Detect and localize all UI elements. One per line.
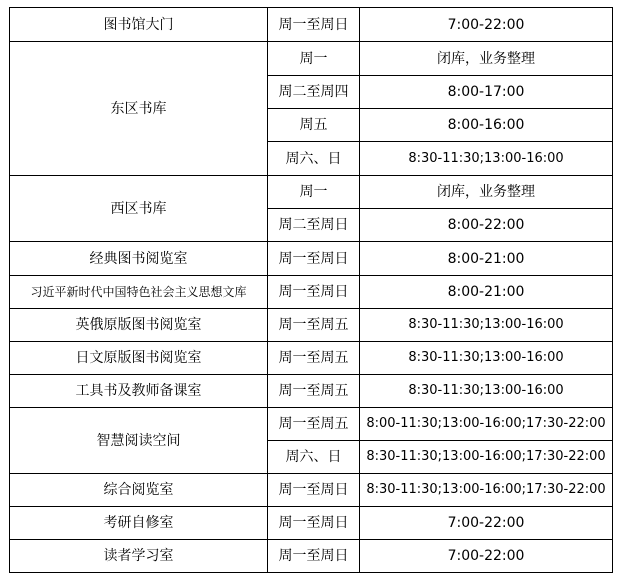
table-row (10, 408, 613, 441)
table-row (10, 540, 613, 573)
days-cell: 周五 (268, 109, 360, 142)
hours-cell: 8:30-11:30;13:00-16:00;17:30-22:00 (360, 474, 613, 507)
hours-cell: 8:00-16:00 (360, 109, 613, 142)
opening-hours-table (9, 7, 613, 573)
location-cell: 综合阅览室 (10, 474, 268, 507)
table-row (10, 42, 613, 76)
location-cell: 智慧阅读空间 (10, 408, 268, 474)
hours-cell: 8:00-11:30;13:00-16:00;17:30-22:00 (360, 408, 613, 441)
hours-cell: 8:30-11:30;13:00-16:00 (360, 375, 613, 408)
location-cell: 考研自修室 (10, 507, 268, 540)
days-cell: 周二至周四 (268, 76, 360, 109)
hours-cell: 8:30-11:30;13:00-16:00;17:30-22:00 (360, 441, 613, 474)
days-cell: 周一至周日 (268, 8, 360, 42)
days-cell: 周一至周日 (268, 507, 360, 540)
days-cell: 周一至周五 (268, 375, 360, 408)
table-row (10, 242, 613, 276)
hours-cell: 7:00-22:00 (360, 540, 613, 573)
location-cell: 东区书库 (10, 42, 268, 176)
location-cell: 工具书及教师备课室 (10, 375, 268, 408)
location-cell: 读者学习室 (10, 540, 268, 573)
hours-cell: 8:30-11:30;13:00-16:00 (360, 142, 613, 176)
days-cell: 周六、日 (268, 441, 360, 474)
days-cell: 周一至周日 (268, 540, 360, 573)
days-cell: 周一至周日 (268, 276, 360, 309)
location-cell: 经典图书阅览室 (10, 242, 268, 276)
hours-cell: 7:00-22:00 (360, 507, 613, 540)
table-row (10, 176, 613, 209)
table-row (10, 507, 613, 540)
location-cell: 英俄原版图书阅览室 (10, 309, 268, 342)
hours-cell: 8:00-22:00 (360, 209, 613, 242)
table-row (10, 309, 613, 342)
location-cell: 西区书库 (10, 176, 268, 242)
hours-cell: 闭库，业务整理 (360, 176, 613, 209)
location-cell: 习近平新时代中国特色社会主义思想文库 (10, 276, 268, 309)
days-cell: 周二至周日 (268, 209, 360, 242)
table-row (10, 342, 613, 375)
days-cell: 周一至周日 (268, 242, 360, 276)
hours-cell: 7:00-22:00 (360, 8, 613, 42)
table-row (10, 474, 613, 507)
table-row (10, 8, 613, 42)
days-cell: 周一至周五 (268, 309, 360, 342)
days-cell: 周一至周五 (268, 342, 360, 375)
days-cell: 周六、日 (268, 142, 360, 176)
location-cell: 图书馆大门 (10, 8, 268, 42)
days-cell: 周一至周日 (268, 474, 360, 507)
table-row (10, 375, 613, 408)
hours-cell: 8:30-11:30;13:00-16:00 (360, 309, 613, 342)
hours-cell: 闭库，业务整理 (360, 42, 613, 76)
days-cell: 周一 (268, 176, 360, 209)
hours-cell: 8:00-21:00 (360, 276, 613, 309)
hours-cell: 8:00-21:00 (360, 242, 613, 276)
days-cell: 周一 (268, 42, 360, 76)
location-cell: 日文原版图书阅览室 (10, 342, 268, 375)
table-row (10, 276, 613, 309)
hours-cell: 8:00-17:00 (360, 76, 613, 109)
hours-cell: 8:30-11:30;13:00-16:00 (360, 342, 613, 375)
days-cell: 周一至周五 (268, 408, 360, 441)
